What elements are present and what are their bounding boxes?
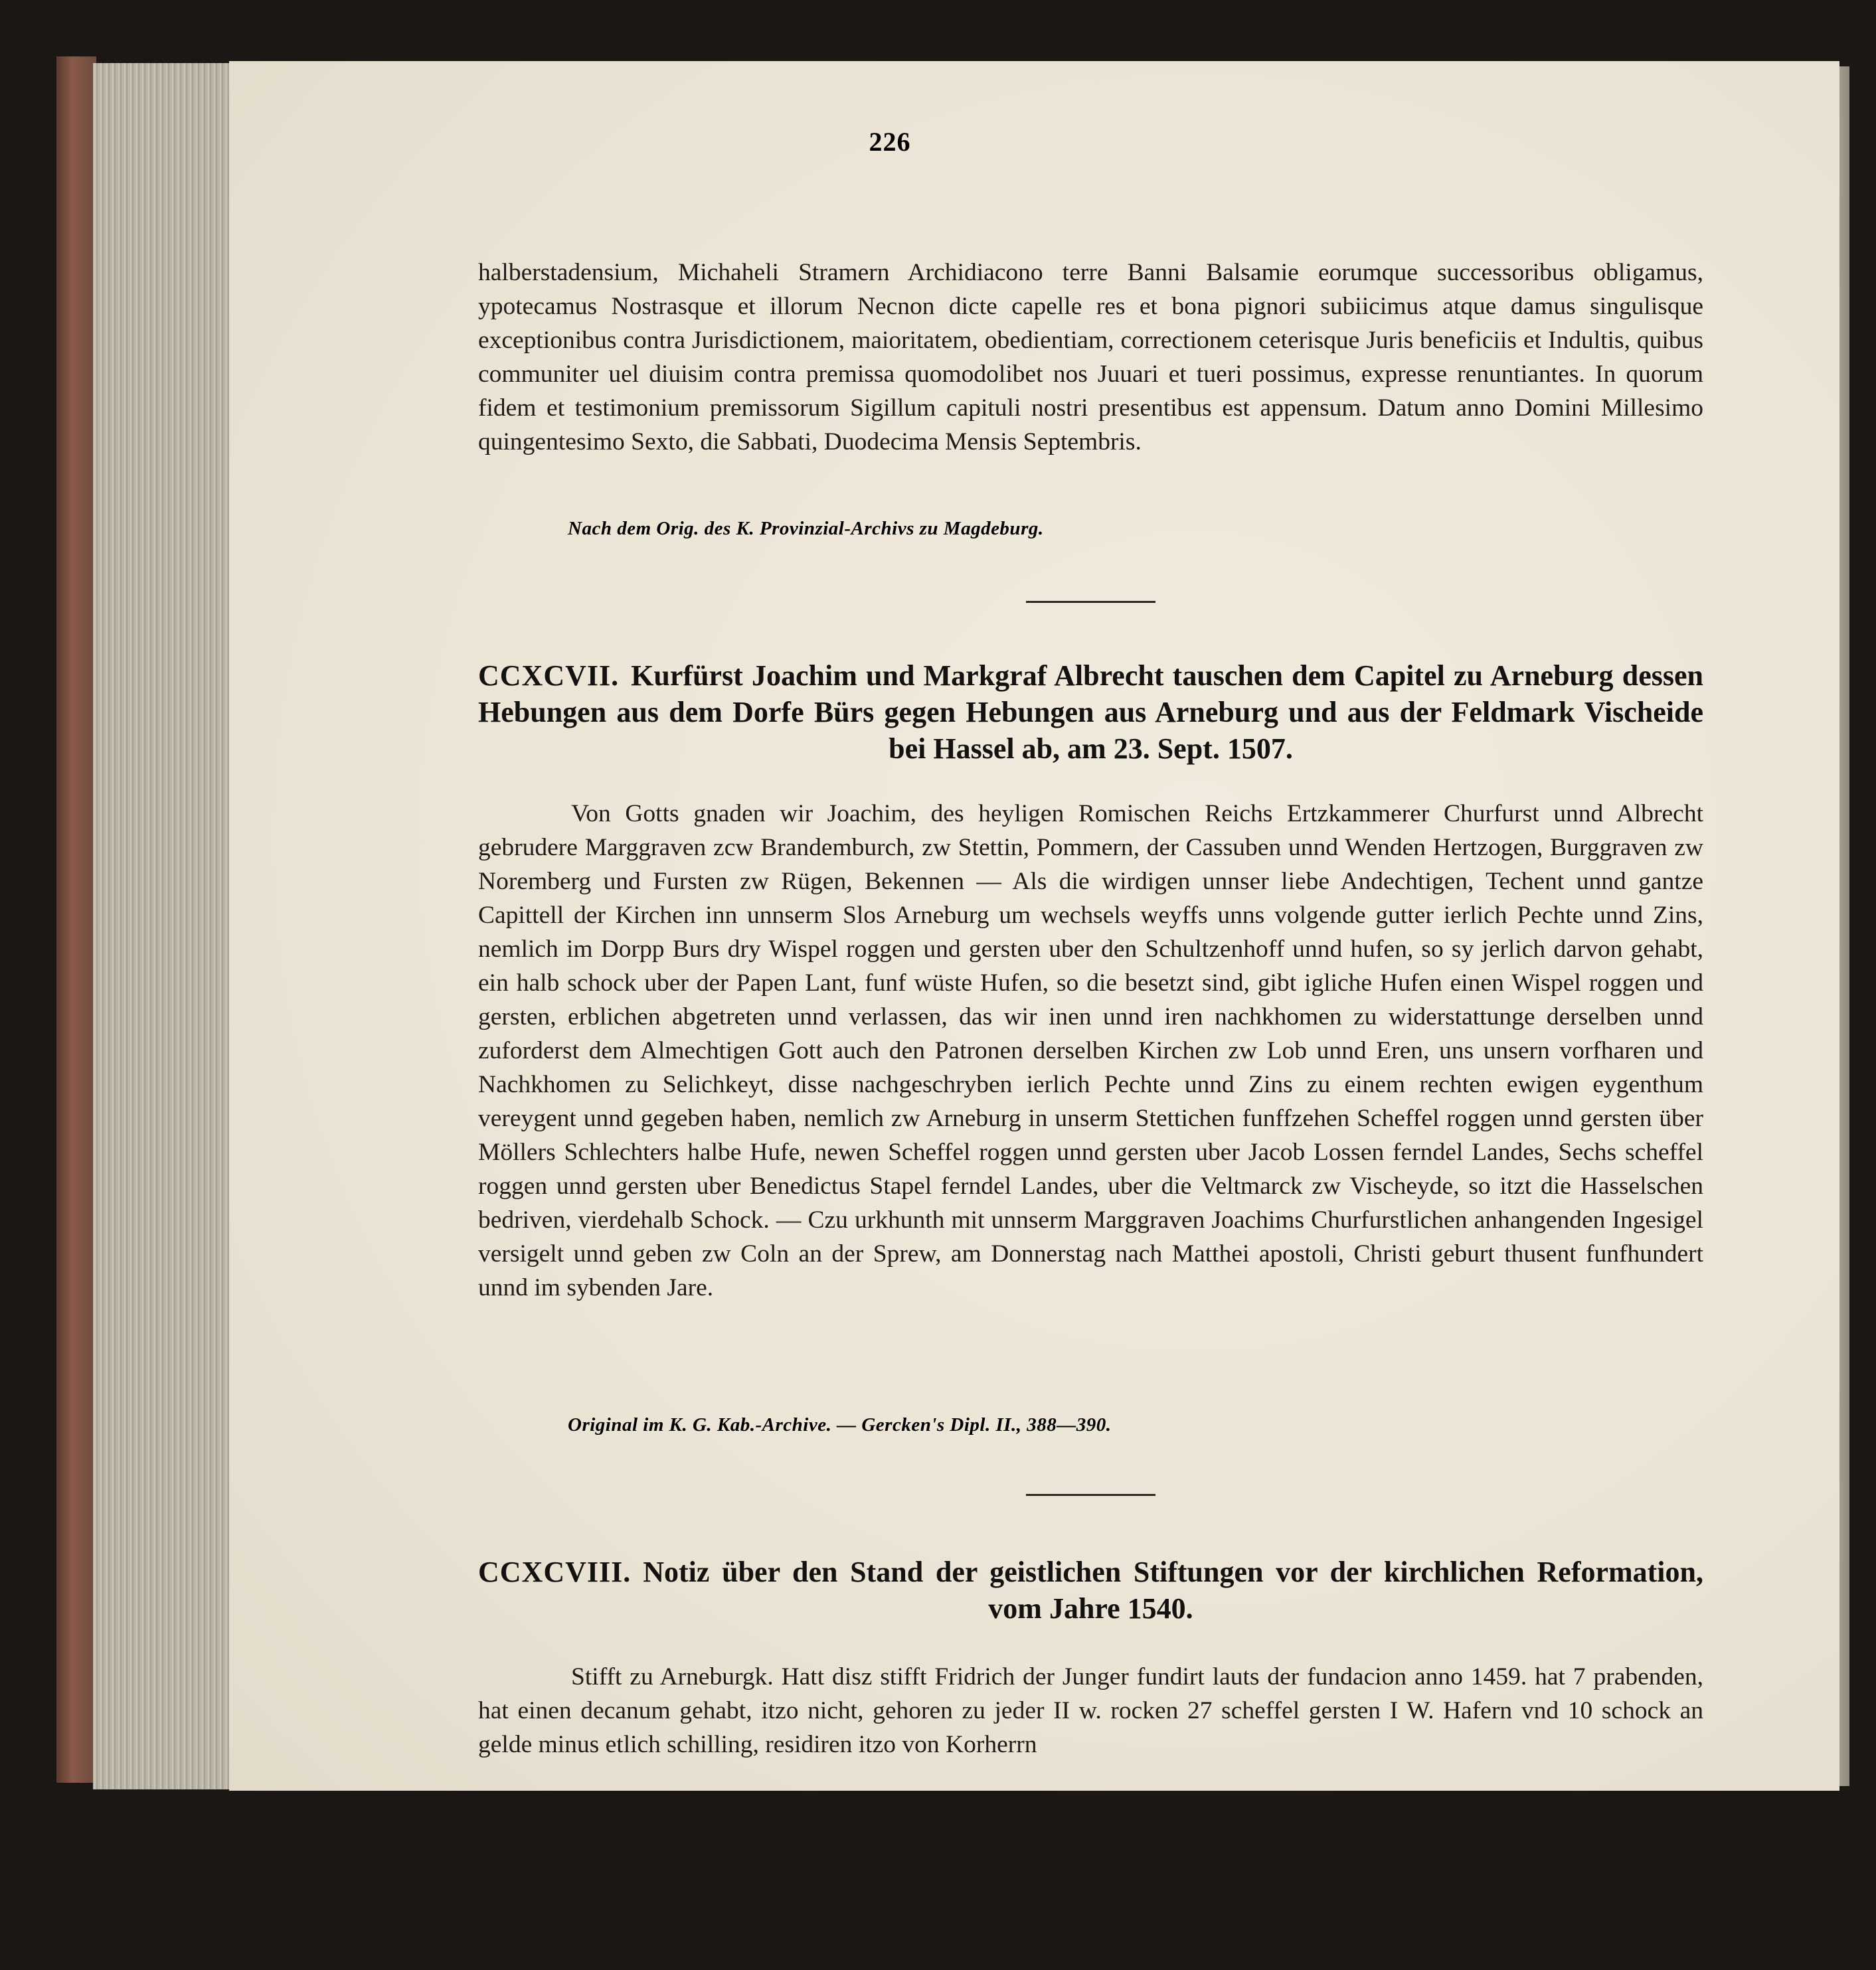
book-binding <box>56 56 96 1783</box>
section2-heading <box>478 657 1703 767</box>
section2-text: Von Gotts gnaden wir Joachim, des heyligen Romischen Reichs Ertzkammerer Churfurst unnd Albrecht gebrudere Marggraven zcw Brandemburch, zw Stettin, Pommern, der Cassuben unnd Wenden Hertzogen, Burggraven zw Noremberg und Fursten zw Rügen, Bekennen — Als die wirdigen unnser liebe Andechtigen, Techent unnd gantze Capittell der Kirchen inn unnserm Slos Arneburg um wechsels weyffs unns volgende gutter ierlich Pechte unnd Zins, nemlich im Dorpp Burs dry Wispel roggen und gersten uber den Schultzenhoff unnd hufen, so sy jerlich darvon gehabt, ein halb schock uber der Papen Lant, funf wüste Hufen, so die besetzt sind, gibt igliche Hufen einen Wispel roggen und gersten, erblichen abgetreten unnd verlassen, das wir inen unnd iren nachkhomen zu widerstattunge derselben unnd zuforderst dem Almechtigen Gott auch den Patronen derselben Kirchen zw Lob unnd Eren, uns unsern vorfharen und Nachkhomen zu Selichkeyt, disse nachgeschryben ierlich Pechte unnd Zins zu einem rechten ewigen eygenthum vereygent unnd gegeben haben, nemlich zw Arneburg in unserm Stettichen funffzehen Scheffel roggen unnd gersten über Möllers Schlechters halbe Hufe, newen Scheffel roggen unnd gersten uber Jacob Lossen ferndel Landes, Sechs scheffel roggen unnd gersten uber Benedictus Stapel ferndel Landes, uber die Veltmarck zw Vischeyde, so itzt die Hasselschen bedriven, vierdehalb Schock. — Czu urkhunth mit unnserm Marggraven Joachims Churfurstlichen anhangenden Ingesigel versigelt unnd geben zw Coln an der Sprew, am Donnerstag nach Matthei apostoli, Christi geburt thusent funfhundert unnd im sybenden Jare. <box>478 800 1703 1301</box>
section1-text: halberstadensium, Michaheli Stramern Archidiacono terre Banni Balsamie eorumque successoribus obligamus, ypotecamus Nostrasque et illorum Necnon dicte capelle res et bona pignori subiicimus atque damus singulisque exceptionibus contra Jurisdictionem, maioritatem, obedientiam, correctionem ceterisque Juris beneficiis et Indultis, quibus communiter uel diuisim contra premissa quomodolibet nos Juuari et tueri possimus, expresse renuntiantes. In quorum fidem et testimonium premissorum Sigillum capituli nostri presentibus est appensum. Datum anno Domini Millesimo quingentesimo Sexto, die Sabbati, Duodecima Mensis Septembris. <box>478 259 1703 455</box>
section-divider <box>1026 1494 1155 1496</box>
section1-citation: Nach dem Orig. des K. Provinzial-Archivs zu Magdeburg. <box>568 518 1044 539</box>
section1-paragraph <box>478 256 1703 459</box>
section3-number: CCXCVIII. <box>478 1556 632 1588</box>
section3-heading <box>478 1554 1703 1627</box>
page-number: 226 <box>869 127 911 157</box>
section3-title: Notiz über den Stand der geistlichen Stiftungen vor der kirchlichen Reformation, vom Jahre 1540. <box>643 1556 1703 1625</box>
section2-citation: Original im K. G. Kab.-Archive. — Gercken's Dipl. II., 388—390. <box>568 1414 1112 1436</box>
section3-paragraph <box>478 1660 1703 1762</box>
section2-title: Kurfürst Joachim und Markgraf Albrecht tauschen dem Capitel zu Arneburg dessen Hebungen aus dem Dorfe Bürs gegen Hebungen aus Arneburg und aus der Feldmark Vischeide bei Hassel ab, am 23. Sept. 1507. <box>478 659 1703 765</box>
page-stack-left <box>93 63 236 1789</box>
section2-paragraph <box>478 797 1703 1305</box>
section-divider <box>1026 601 1155 603</box>
section3-text: Stifft zu Arneburgk. Hatt disz stifft Fridrich der Junger fundirt lauts der fundacion anno 1459. hat 7 prabenden, hat einen decanum gehabt, itzo nicht, gehoren zu jeder II w. rocken 27 scheffel gersten I W. Hafern vnd 10 schock an gelde minus etlich schilling, residiren itzo von Korherrn <box>478 1663 1703 1758</box>
section2-number: CCXCVII. <box>478 659 620 692</box>
